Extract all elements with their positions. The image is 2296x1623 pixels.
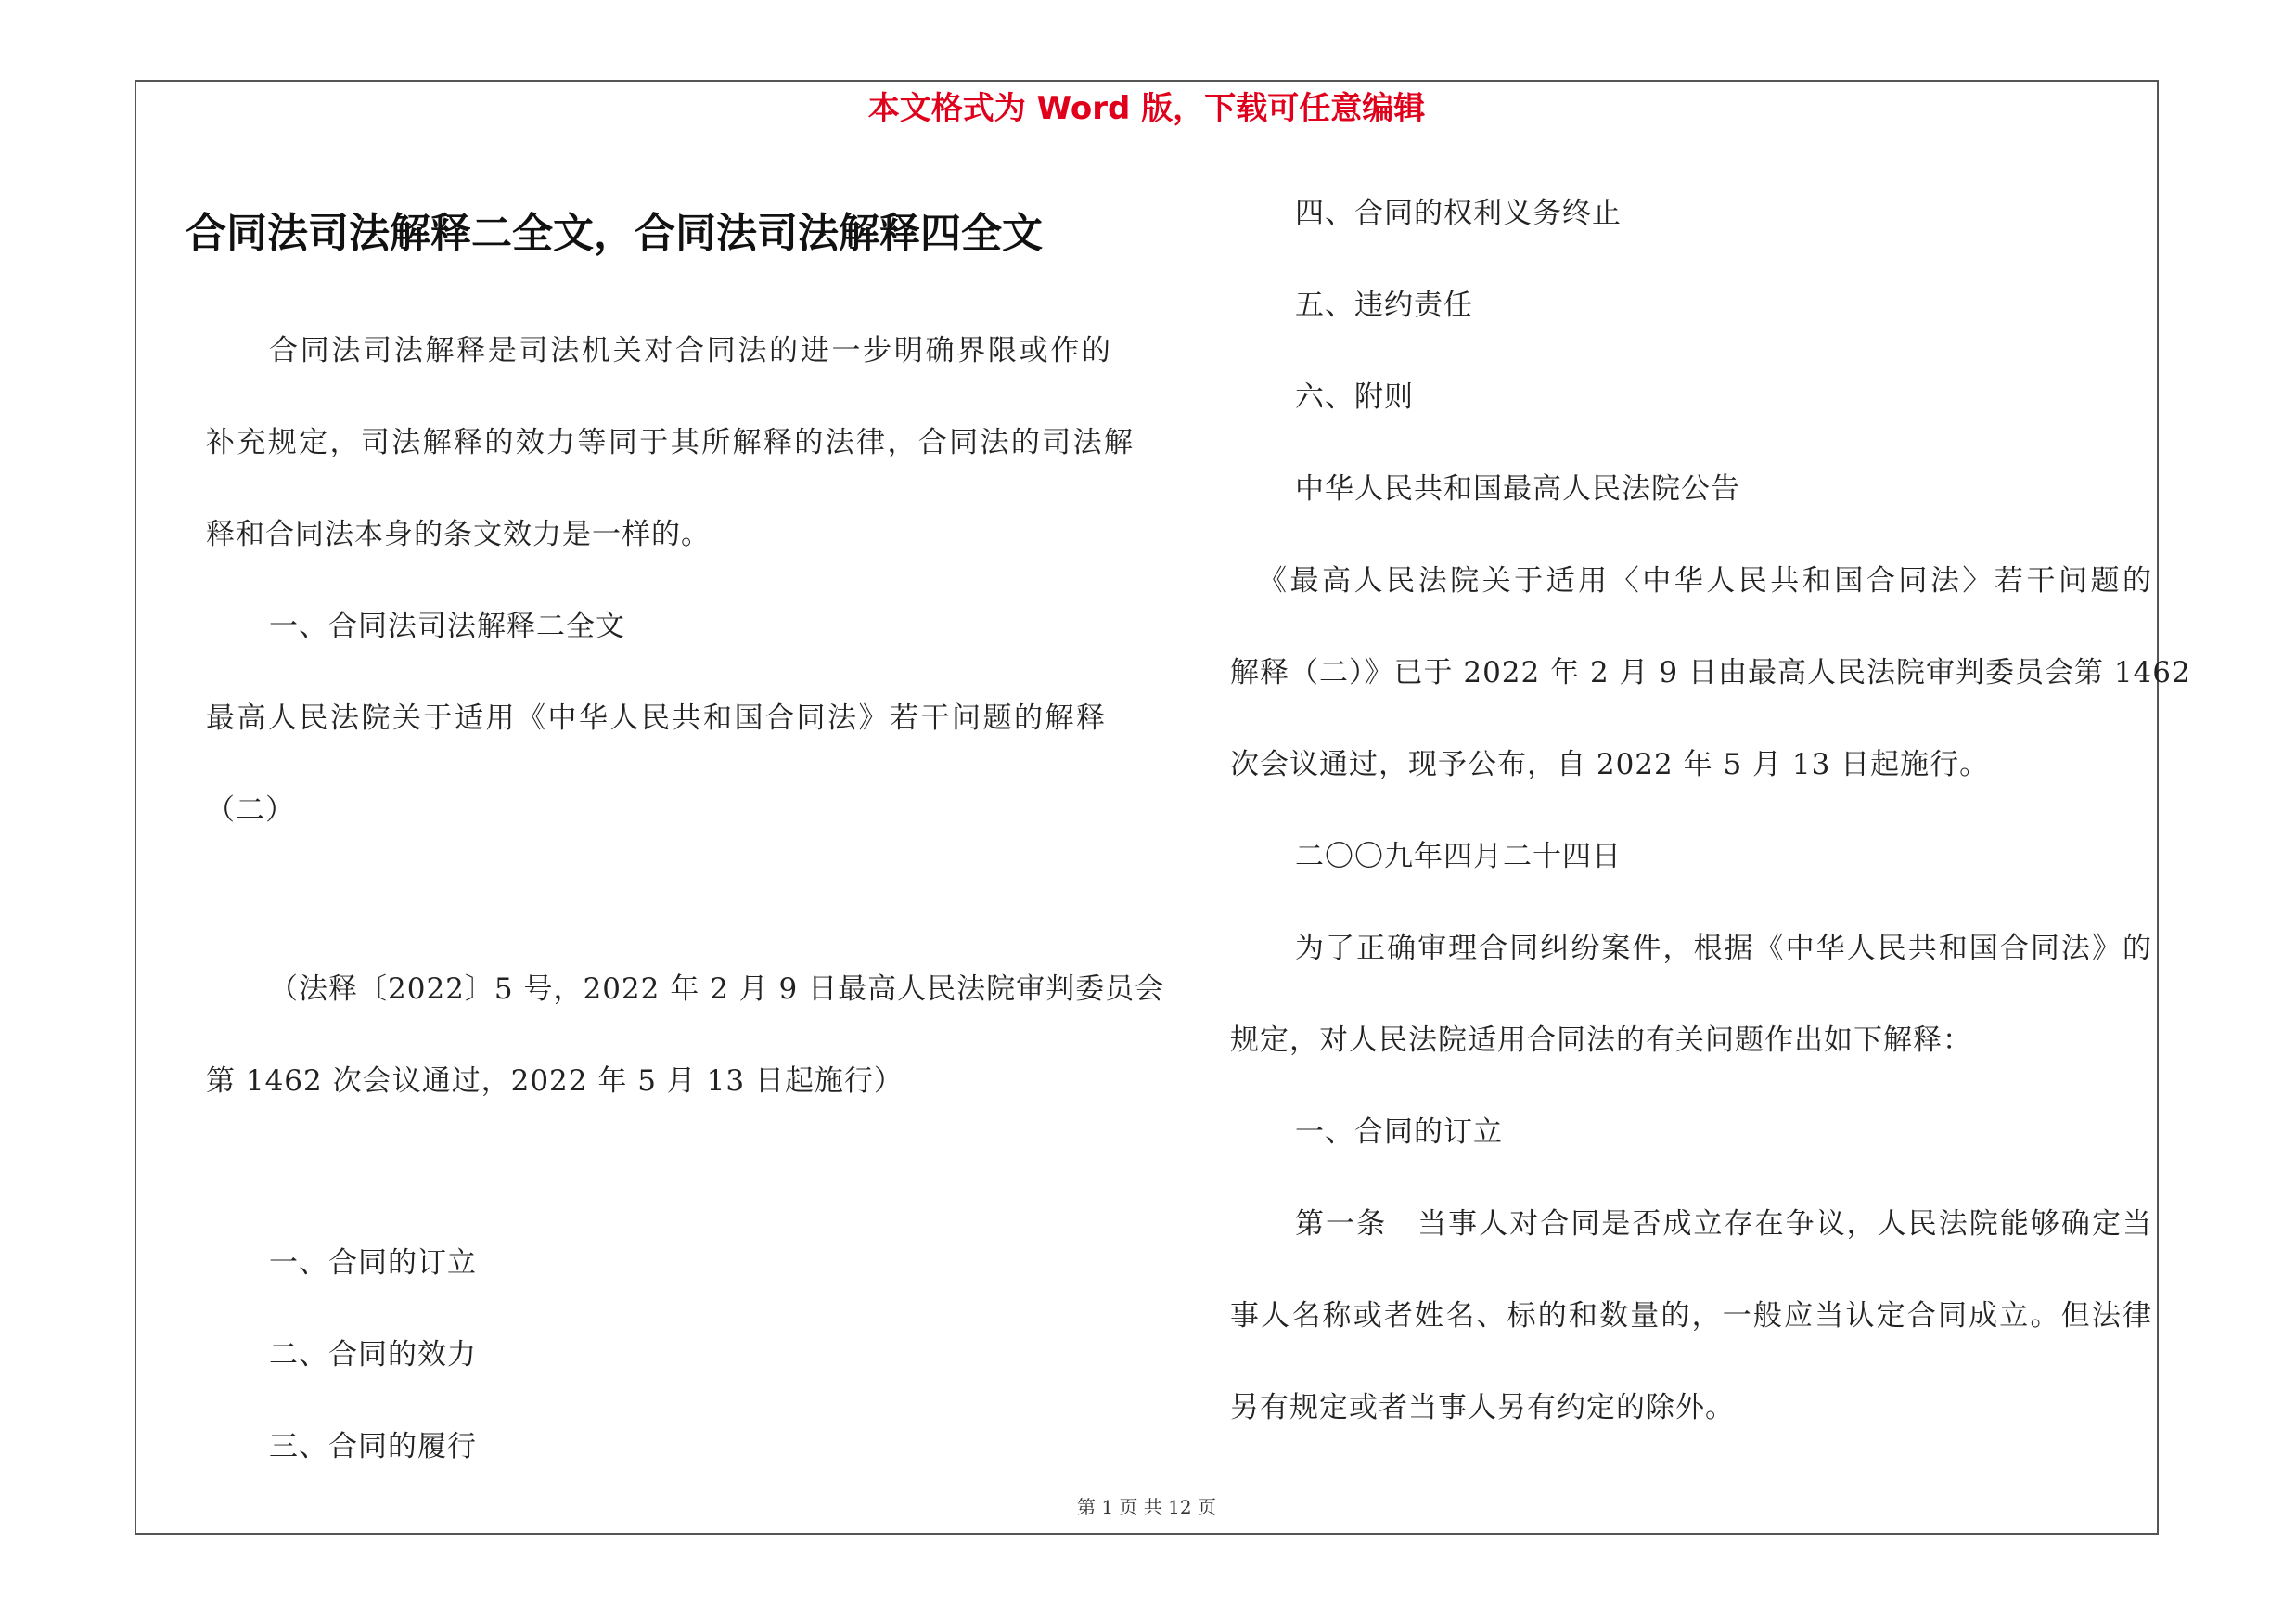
page-number: 第 1 页 共 12 页 <box>1077 1496 1216 1518</box>
section-heading: 一、合同的订立 <box>1295 1115 1503 1149</box>
section-heading: 一、合同的订立 <box>269 1246 477 1280</box>
paragraph-line: 第一条 当事人对合同是否成立存在争议，人民法院能够确定当 <box>1295 1207 2152 1241</box>
paragraph-line: 事人名称或者姓名、标的和数量的，一般应当认定合同成立。但法律 <box>1230 1299 2152 1333</box>
document-title: 合同法司法解释二全文，合同法司法解释四全文 <box>186 210 1043 257</box>
format-banner: 本文格式为 Word 版，下载可任意编辑 <box>867 90 1426 127</box>
date-line: 二〇〇九年四月二十四日 <box>1295 840 1622 873</box>
paragraph-line: （法释〔2022〕5 号，2022 年 2 月 9 日最高人民法院审判委员会 <box>269 973 1165 1006</box>
paragraph-line: 补充规定，司法解释的效力等同于其所解释的法律，合同法的司法解 <box>206 426 1134 459</box>
section-heading: 二、合同的效力 <box>269 1338 477 1372</box>
paragraph-line: 次会议通过，现予公布，自 2022 年 5 月 13 日起施行。 <box>1230 748 1990 781</box>
paragraph-line: 为了正确审理合同纠纷案件，根据《中华人民共和国合同法》的 <box>1295 932 2152 965</box>
paragraph-line: 释和合同法本身的条文效力是一样的。 <box>206 518 711 551</box>
paragraph-line: （二） <box>206 793 295 827</box>
section-heading: 一、合同法司法解释二全文 <box>269 610 625 643</box>
paragraph-line: 合同法司法解释是司法机关对合同法的进一步明确界限或作的 <box>269 334 1111 367</box>
paragraph-line: 解释（二）》已于 2022 年 2 月 9 日由最高人民法院审判委员会第 1462 <box>1230 656 2191 689</box>
paragraph-line: 第 1462 次会议通过，2022 年 5 月 13 日起施行） <box>206 1064 904 1098</box>
paragraph-line: 《最高人民法院关于适用〈中华人民共和国合同法〉若干问题的 <box>1258 564 2152 598</box>
section-heading: 五、违约责任 <box>1295 289 1473 322</box>
paragraph-line: 规定，对人民法院适用合同法的有关问题作出如下解释： <box>1230 1024 1972 1057</box>
section-heading: 四、合同的权利义务终止 <box>1295 197 1622 230</box>
paragraph-line: 最高人民法院关于适用《中华人民共和国合同法》若干问题的解释 <box>206 702 1106 735</box>
paragraph-line: 中华人民共和国最高人民法院公告 <box>1295 472 1740 506</box>
paragraph-line: 另有规定或者当事人另有约定的除外。 <box>1230 1391 1735 1424</box>
section-heading: 六、附则 <box>1295 380 1414 414</box>
section-heading: 三、合同的履行 <box>269 1430 477 1463</box>
